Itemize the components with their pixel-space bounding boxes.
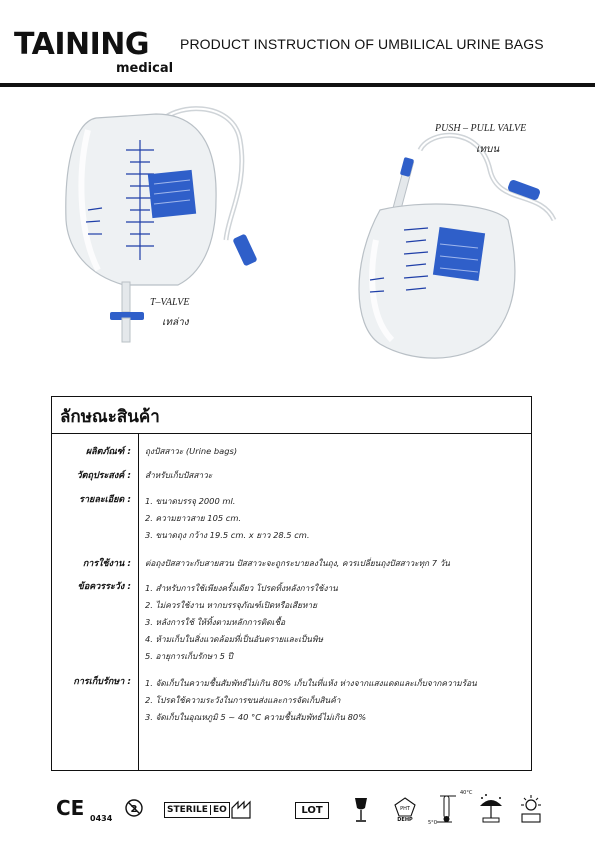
spec-value: 2. โปรดใช้ความระวังในการขนส่งและการจัดเก็บสินค้า: [145, 695, 341, 705]
dehp-free-icon: [392, 794, 418, 826]
t-valve-caption-thai: เทล่าง: [162, 317, 189, 328]
spec-value: 1. สำหรับการใช้เพียงครั้งเดียว โปรดทิ้งหลังการใช้งาน: [145, 583, 338, 593]
spec-value: 1. ขนาดบรรจุ 2000 ml.: [145, 496, 236, 506]
sterile-method: EO: [210, 805, 227, 815]
urine-bag-push-pull-valve-photo: [340, 130, 570, 370]
lot-symbol: LOT: [295, 802, 329, 819]
spec-label: วัตถุประสงค์ :: [76, 471, 131, 481]
push-pull-valve-caption-thai: เทบน: [476, 144, 500, 155]
spec-value: สำหรับเก็บปัสสาวะ: [145, 470, 213, 480]
spec-heading: ลักษณะสินค้า: [52, 397, 531, 434]
product-spec-table: [51, 396, 532, 771]
spec-value: 1. จัดเก็บในความชื้นสัมพัทธ์ไม่เกิน 80% เก็บในที่แห้ง ห่างจากแสงแดดและเก็บจากความร้อน: [145, 678, 477, 688]
keep-away-from-sunlight-icon: [516, 794, 546, 824]
urine-bag-t-valve-photo: [58, 100, 268, 350]
fragile-glass-icon: [352, 796, 370, 824]
logo-wordmark: TAINING: [14, 27, 150, 62]
spec-value: 3. จัดเก็บในอุณหภูมิ 5 ~ 40 °C ความชื้นสัมพัทธ์ไม่เกิน 80%: [145, 712, 367, 722]
spec-value: 5. อายุการเก็บรักษา 5 ปี: [145, 651, 233, 661]
ce-notified-body-number: 0434: [90, 814, 113, 823]
sterile-eo-symbol: [164, 802, 230, 818]
t-valve-caption: T–VALVE: [150, 297, 190, 308]
spec-value: 4. ห้ามเก็บในสิ่งแวดล้อมที่เป็นอันตรายและเป็นพิษ: [145, 634, 323, 644]
spec-value: 2. ความยาวสาย 105 cm.: [145, 513, 242, 523]
temperature-low-label: 5°C: [428, 820, 438, 826]
spec-label: การใช้งาน :: [82, 559, 131, 569]
ce-mark: CE: [56, 796, 85, 820]
sterile-label: STERILE: [167, 805, 208, 815]
logo-subtitle: medical: [116, 61, 174, 76]
spec-value: ต่อถุงปัสสาวะกับสายสวน ปัสสาวะจะถูกระบายลงในถุง, ควรเปลี่ยนถุงปัสสาวะทุก 7 วัน: [145, 558, 450, 568]
spec-label: ผลิตภัณฑ์ :: [85, 447, 131, 457]
do-not-reuse-icon: [124, 798, 144, 818]
spec-value: 2. ไม่ควรใช้งาน หากบรรจุภัณฑ์เปิดหรือเสียหาย: [145, 600, 317, 610]
page-header: [0, 0, 595, 90]
push-pull-valve-caption: PUSH – PULL VALVE: [435, 123, 527, 134]
dehp-label: DEHP: [397, 817, 413, 823]
spec-label: รายละเอียด :: [79, 495, 131, 505]
spec-value: 3. หลังการใช้ ให้ทิ้งตามหลักการติดเชื้อ: [145, 617, 286, 627]
svg-text:PHT: PHT: [400, 806, 410, 812]
spec-value: 3. ขนาดถุง กว้าง 19.5 cm. x ยาว 28.5 cm.: [145, 530, 310, 540]
regulatory-symbols: [40, 790, 570, 830]
spec-column-divider: [138, 434, 139, 771]
temperature-high-label: 40°C: [460, 790, 473, 796]
document-title: PRODUCT INSTRUCTION OF UMBILICAL URINE BAGS: [180, 36, 544, 52]
svg-text:2: 2: [130, 804, 138, 815]
spec-label: ข้อควรระวัง :: [77, 582, 131, 592]
header-rule: [0, 83, 595, 87]
spec-value: ถุงปัสสาวะ (Urine bags): [145, 446, 238, 456]
spec-label: การเก็บรักษา :: [73, 677, 131, 687]
keep-dry-icon: [478, 794, 504, 824]
manufacture-date-icon: [230, 798, 256, 820]
